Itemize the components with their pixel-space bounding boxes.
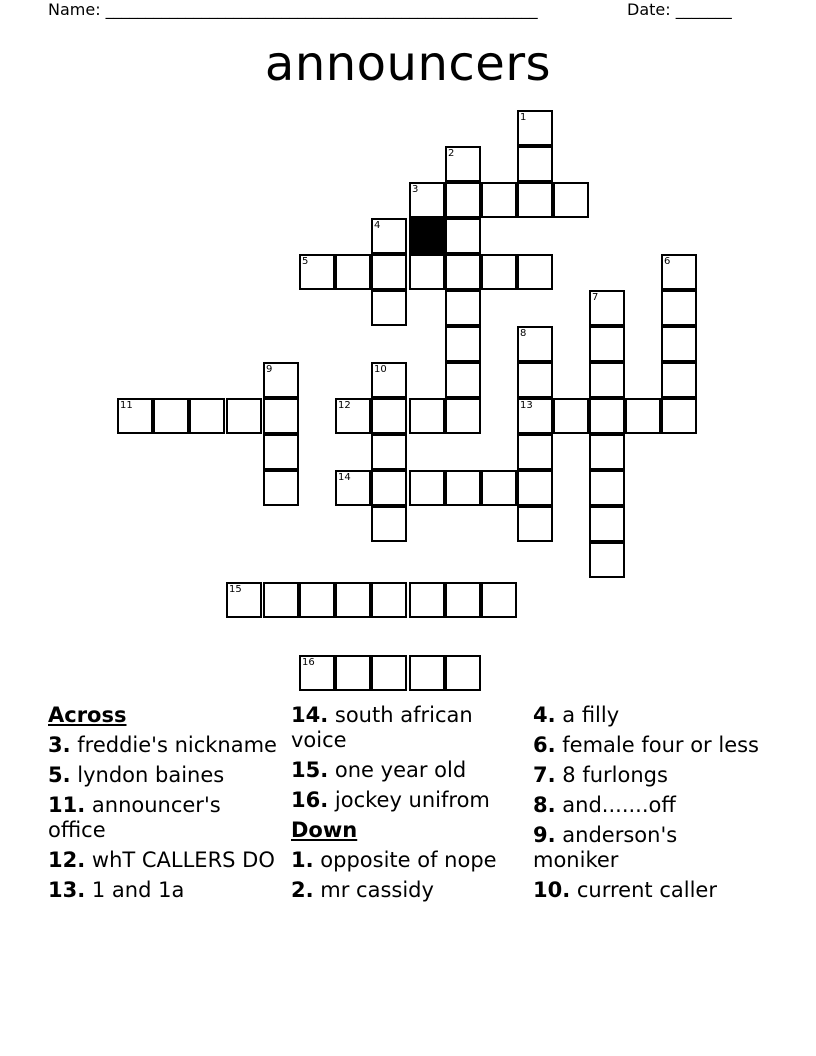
grid-cell[interactable] xyxy=(226,582,262,618)
cell-number: 8 xyxy=(520,328,527,339)
grid-cell[interactable] xyxy=(553,398,589,434)
cell-number: 13 xyxy=(520,400,533,411)
clue-column-2 xyxy=(291,703,527,908)
grid-cell[interactable] xyxy=(335,582,371,618)
grid-cell[interactable] xyxy=(445,254,481,290)
across-clue xyxy=(48,733,284,758)
across-clue xyxy=(291,703,527,753)
cell-number: 4 xyxy=(374,220,381,231)
grid-cell[interactable] xyxy=(445,362,481,398)
grid-cell[interactable] xyxy=(263,582,299,618)
grid-cell[interactable] xyxy=(371,290,407,326)
down-clue xyxy=(533,733,769,758)
down-clue xyxy=(291,848,527,873)
grid-cell[interactable] xyxy=(445,182,481,218)
grid-cell[interactable] xyxy=(409,254,445,290)
grid-cell[interactable] xyxy=(553,182,589,218)
cell-number: 2 xyxy=(448,148,455,159)
across-clue xyxy=(48,763,284,788)
grid-cell[interactable] xyxy=(517,182,553,218)
grid-cell[interactable] xyxy=(589,542,625,578)
grid-cell[interactable] xyxy=(517,326,553,362)
grid-cell[interactable] xyxy=(517,398,553,434)
clue-column-3 xyxy=(533,703,769,908)
grid-cell[interactable] xyxy=(589,362,625,398)
grid-cell[interactable] xyxy=(263,434,299,470)
down-clue xyxy=(533,793,769,818)
grid-cell[interactable] xyxy=(226,398,262,434)
clue-text: whT CALLERS DO xyxy=(91,848,275,872)
clue-number: 10. xyxy=(533,878,571,902)
grid-cell[interactable] xyxy=(481,470,517,506)
puzzle-title: announcers xyxy=(264,36,552,92)
clue-number: 8. xyxy=(533,793,556,817)
clue-text: 1 and 1a xyxy=(91,878,185,902)
grid-cell[interactable] xyxy=(371,470,407,506)
grid-cell[interactable] xyxy=(589,506,625,542)
grid-cell[interactable] xyxy=(481,582,517,618)
name-field-label: Name: ______________________________________________________ xyxy=(48,0,538,19)
grid-cell[interactable] xyxy=(445,146,481,182)
clue-text: a filly xyxy=(562,703,620,727)
grid-cell[interactable] xyxy=(517,434,553,470)
grid-cell[interactable] xyxy=(189,398,225,434)
clue-number: 11. xyxy=(48,793,86,817)
grid-cell[interactable] xyxy=(263,362,299,398)
grid-cell[interactable] xyxy=(263,470,299,506)
across-clue xyxy=(291,788,527,813)
grid-cell[interactable] xyxy=(661,362,697,398)
clue-text: freddie's nickname xyxy=(77,733,277,757)
grid-cell[interactable] xyxy=(589,434,625,470)
grid-cell[interactable] xyxy=(371,506,407,542)
grid-cell[interactable] xyxy=(299,254,335,290)
grid-cell[interactable] xyxy=(481,254,517,290)
grid-cell[interactable] xyxy=(589,398,625,434)
grid-cell[interactable] xyxy=(371,254,407,290)
cell-number: 1 xyxy=(520,112,527,123)
grid-cell[interactable] xyxy=(445,326,481,362)
grid-cell[interactable] xyxy=(517,254,553,290)
grid-cell[interactable] xyxy=(481,182,517,218)
cell-number: 10 xyxy=(374,364,387,375)
grid-cell[interactable] xyxy=(661,254,697,290)
cell-number: 15 xyxy=(229,584,242,595)
grid-cell[interactable] xyxy=(335,254,371,290)
grid-cell[interactable] xyxy=(153,398,189,434)
grid-cell[interactable] xyxy=(371,398,407,434)
clue-column-1 xyxy=(48,703,284,908)
clue-number: 12. xyxy=(48,848,86,872)
clue-number: 3. xyxy=(48,733,71,757)
grid-cell[interactable] xyxy=(335,398,371,434)
grid-cell[interactable] xyxy=(371,582,407,618)
grid-cell[interactable] xyxy=(661,290,697,326)
grid-cell[interactable] xyxy=(371,655,407,691)
grid-cell[interactable] xyxy=(299,582,335,618)
down-clue xyxy=(533,823,769,873)
grid-cell[interactable] xyxy=(661,398,697,434)
clue-number: 14. xyxy=(291,703,329,727)
grid-cell[interactable] xyxy=(299,655,335,691)
grid-cell[interactable] xyxy=(517,506,553,542)
grid-cell[interactable] xyxy=(445,582,481,618)
down-clue xyxy=(533,703,769,728)
cell-number: 11 xyxy=(120,400,133,411)
grid-cell[interactable] xyxy=(117,398,153,434)
grid-cell[interactable] xyxy=(445,398,481,434)
clue-text: 8 furlongs xyxy=(562,763,668,787)
grid-cell[interactable] xyxy=(625,398,661,434)
grid-cell[interactable] xyxy=(517,146,553,182)
clue-number: 2. xyxy=(291,878,314,902)
clue-text: announcer's office xyxy=(48,793,221,842)
clue-text: anderson's moniker xyxy=(533,823,678,872)
grid-cell[interactable] xyxy=(589,290,625,326)
across-clue xyxy=(48,848,284,873)
cell-number: 7 xyxy=(592,292,599,303)
grid-cell[interactable] xyxy=(517,362,553,398)
cell-number: 12 xyxy=(338,400,351,411)
grid-cell[interactable] xyxy=(409,655,445,691)
grid-cell[interactable] xyxy=(445,218,481,254)
cell-number: 5 xyxy=(302,256,309,267)
clue-number: 16. xyxy=(291,788,329,812)
cell-number: 6 xyxy=(664,256,671,267)
grid-cell[interactable] xyxy=(335,470,371,506)
grid-cell[interactable] xyxy=(335,655,371,691)
date-field-label: Date: _______ xyxy=(627,0,732,19)
clue-text: and.......off xyxy=(562,793,676,817)
across-heading: Across xyxy=(48,703,127,727)
clue-number: 5. xyxy=(48,763,71,787)
down-heading: Down xyxy=(291,818,358,842)
grid-cell[interactable] xyxy=(589,326,625,362)
clue-number: 6. xyxy=(533,733,556,757)
clue-text: current caller xyxy=(576,878,717,902)
across-clue xyxy=(291,758,527,783)
grid-cell[interactable] xyxy=(589,470,625,506)
clue-text: opposite of nope xyxy=(320,848,497,872)
clue-text: lyndon baines xyxy=(77,763,225,787)
down-clue xyxy=(533,878,769,903)
grid-cell[interactable] xyxy=(371,362,407,398)
grid-cell[interactable] xyxy=(661,326,697,362)
clue-text: mr cassidy xyxy=(320,878,434,902)
cell-number: 14 xyxy=(338,472,351,483)
grid-cell[interactable] xyxy=(445,290,481,326)
clue-number: 9. xyxy=(533,823,556,847)
clue-number: 4. xyxy=(533,703,556,727)
clue-text: jockey unifrom xyxy=(334,788,490,812)
clue-number: 15. xyxy=(291,758,329,782)
grid-cell[interactable] xyxy=(517,470,553,506)
clue-number: 13. xyxy=(48,878,86,902)
across-clue xyxy=(48,878,284,903)
down-clue xyxy=(291,878,527,903)
across-clue xyxy=(48,793,284,843)
cell-number: 9 xyxy=(266,364,273,375)
clue-number: 7. xyxy=(533,763,556,787)
clue-text: female four or less xyxy=(562,733,760,757)
grid-cell[interactable] xyxy=(409,470,445,506)
black-cell xyxy=(409,218,445,254)
clue-number: 1. xyxy=(291,848,314,872)
clue-text: south african voice xyxy=(291,703,473,752)
grid-cell[interactable] xyxy=(409,182,445,218)
grid-cell[interactable] xyxy=(445,655,481,691)
clue-text: one year old xyxy=(334,758,467,782)
grid-cell[interactable] xyxy=(517,110,553,146)
cell-number: 16 xyxy=(302,657,315,668)
grid-cell[interactable] xyxy=(371,434,407,470)
grid-cell[interactable] xyxy=(263,398,299,434)
down-clue xyxy=(533,763,769,788)
grid-cell[interactable] xyxy=(409,582,445,618)
grid-cell[interactable] xyxy=(371,218,407,254)
grid-cell[interactable] xyxy=(409,398,445,434)
grid-cell[interactable] xyxy=(445,470,481,506)
cell-number: 3 xyxy=(412,184,419,195)
